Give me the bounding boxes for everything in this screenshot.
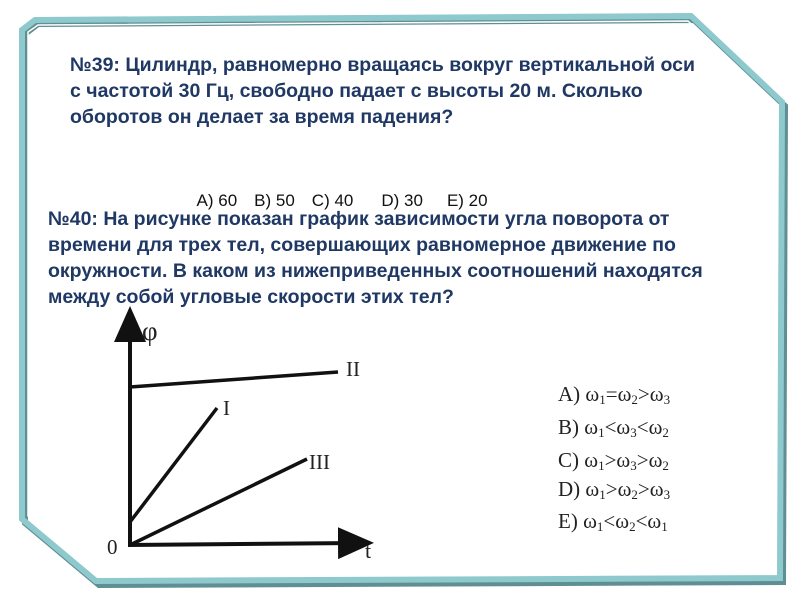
relation-sign: = — [605, 382, 618, 406]
omega-symbol: ω — [648, 448, 663, 472]
graph-line-II — [130, 372, 338, 387]
q40-option-d — [558, 477, 670, 503]
relation-sign: < — [636, 415, 649, 439]
line-label-II: II — [346, 357, 360, 381]
q40-option-a — [558, 382, 670, 408]
omega-symbol: ω — [649, 382, 664, 406]
omega-symbol: ω — [585, 382, 600, 406]
q39-answer-a: A) 60 — [196, 191, 238, 210]
omega-symbol: ω — [617, 382, 632, 406]
omega-symbol: ω — [585, 477, 600, 501]
question-40-text: №40: На рисунке показан график зависимости угла поворота от времени для трех тел, совершающих равномерное движение по окружности. В каком из нижеприведенных соотношений находятся между собой угловые скорости этих тел? — [48, 208, 703, 308]
q39-answer-e: E) 20 — [446, 191, 488, 210]
q39-answer-c: C) 40 — [311, 191, 354, 210]
x-axis — [128, 543, 358, 545]
y-axis-label: φ — [142, 316, 158, 346]
omega-index: 1 — [599, 392, 606, 407]
omega-index: 1 — [596, 519, 604, 534]
omega-symbol: ω — [583, 509, 597, 533]
relation-sign: > — [605, 477, 618, 501]
x-axis-label: t — [365, 538, 372, 563]
omega-index: 1 — [598, 425, 605, 440]
relation-sign: > — [636, 448, 649, 472]
omega-index: 3 — [630, 458, 637, 473]
line-label-III: III — [309, 450, 330, 474]
omega-symbol: ω — [584, 415, 599, 439]
q40-option-e — [558, 509, 668, 535]
omega-index: 3 — [630, 425, 637, 440]
line-label-I: I — [223, 396, 230, 420]
relation-sign: > — [604, 448, 617, 472]
relation-sign: > — [637, 477, 650, 501]
omega-index: 3 — [663, 392, 671, 407]
omega-index: 2 — [631, 392, 638, 407]
omega-index: 2 — [631, 487, 638, 502]
omega-symbol: ω — [617, 477, 632, 501]
omega-index: 1 — [599, 487, 606, 502]
omega-index: 2 — [662, 458, 669, 473]
relation-sign: < — [635, 509, 648, 533]
omega-symbol: ω — [584, 448, 599, 472]
question-39-text: №39: Цилиндр, равномерно вращаясь вокруг вертикальной оси с частотой 30 Гц, свободно падает с высоты 20 м. Сколько оборотов он делает за время падения? — [70, 54, 695, 128]
graph-line-III — [130, 459, 307, 545]
q39-answer-d: D) 30 — [381, 191, 423, 210]
omega-symbol: ω — [616, 415, 631, 439]
relation-sign: > — [637, 382, 650, 406]
option-letter: D) — [558, 477, 581, 501]
omega-index: 1 — [598, 458, 605, 473]
q40-option-b — [558, 415, 669, 441]
omega-index: 1 — [661, 519, 668, 534]
omega-symbol: ω — [615, 509, 630, 533]
origin-label: 0 — [107, 535, 118, 559]
option-letter: B) — [558, 415, 579, 439]
omega-symbol: ω — [647, 509, 662, 533]
graph-line-I — [130, 408, 217, 522]
omega-symbol: ω — [649, 477, 664, 501]
relation-sign: < — [604, 415, 617, 439]
q39-answer-b: B) 50 — [254, 191, 295, 210]
option-letter: C) — [558, 448, 579, 472]
relation-sign: < — [603, 509, 616, 533]
omega-index: 3 — [663, 487, 671, 502]
omega-index: 2 — [662, 425, 669, 440]
omega-index: 2 — [629, 519, 636, 534]
omega-symbol: ω — [648, 415, 663, 439]
option-letter: E) — [558, 509, 578, 533]
q40-option-c — [558, 448, 669, 474]
option-letter: A) — [558, 382, 581, 406]
omega-symbol: ω — [616, 448, 631, 472]
